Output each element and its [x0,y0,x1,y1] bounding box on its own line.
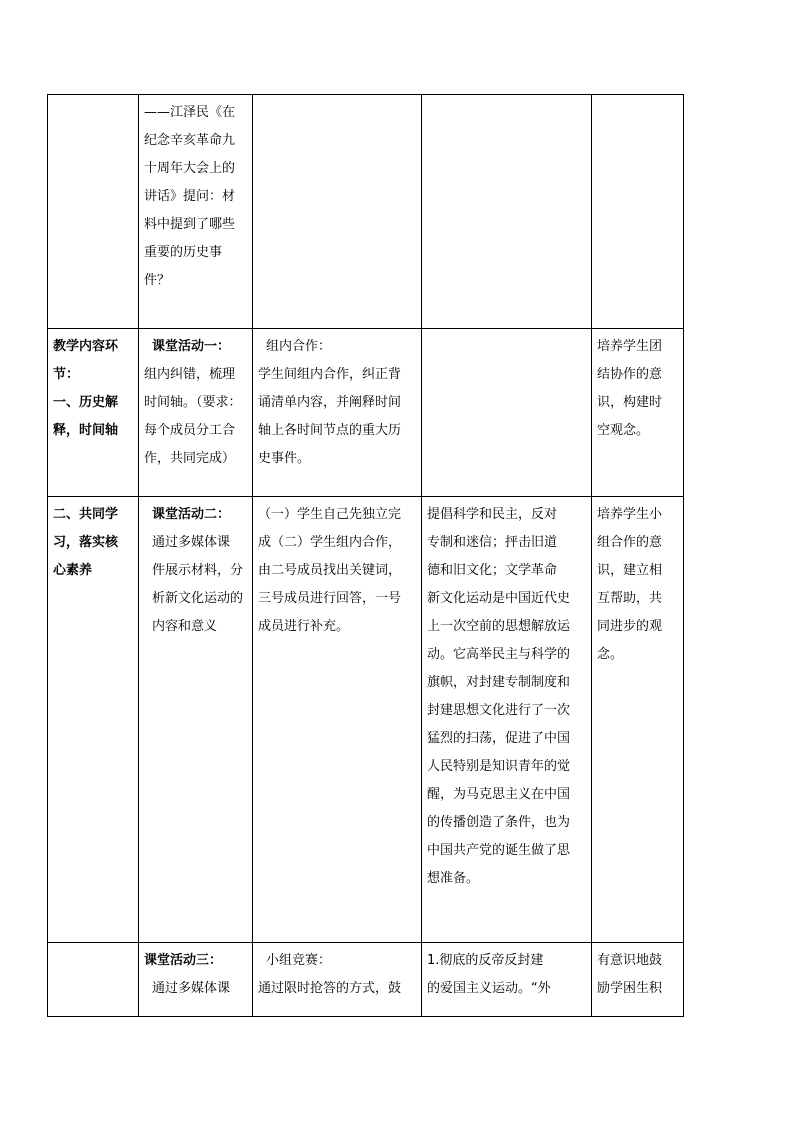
purpose-cell: 培养学生团 结协作的意 识，构建时 空观念。 [592,329,684,497]
student-activity-cell: 小组竞赛： 通过限时抢答的方式，鼓 [253,943,422,1017]
content-cell [422,329,592,497]
content-cell: 提倡科学和民主，反对 专制和迷信；抨击旧道 德和旧文化；文学革命 新文化运动是中国近代史 上一次空前的思想解放运 动。它高举民主与科学的 旗帜，对封建专制制度和 封建思想文化进行了一次 猛烈的扫荡，促进了中国 人民特别是知识青年的觉 醒，为马克思主义在中国 的传播创造了条件，也为 中国共产党的诞生做了思 想准备。 [422,497,592,943]
stage-cell [48,95,139,329]
activity-title: 课堂活动三： [144,953,223,968]
table-row [48,329,684,497]
teacher-activity-cell: ——江泽民《在 纪念辛亥革命九 十周年大会上的 讲话》提问：材 料中提到了哪些 重要的历史事 件？ [139,95,253,329]
purpose-cell: 有意识地鼓 励学困生积 [592,943,684,1017]
teacher-activity-cell: 课堂活动三： 通过多媒体课 [139,943,253,1017]
student-activity-cell [253,95,422,329]
activity-title: 课堂活动一： [152,339,231,354]
content-cell [422,95,592,329]
stage-cell [48,943,139,1017]
purpose-cell: 培养学生小 组合作的意 识，建立相 互帮助，共 同进步的观 念。 [592,497,684,943]
student-activity-cell: 组内合作： 学生间组内合作，纠正背 诵清单内容，并阐释时间 轴上各时间节点的重大历 史事件。 [253,329,422,497]
table-row [48,95,684,329]
lesson-plan-table [47,94,684,1017]
activity-title: 组内合作： [266,339,332,354]
table-row [48,497,684,943]
purpose-cell [592,95,684,329]
student-activity-cell: （一）学生自己先独立完 成（二）学生组内合作， 由二号成员找出关键词， 三号成员进行回答，一号 成员进行补充。 [253,497,422,943]
teacher-activity-cell: 课堂活动二： 通过多媒体课 件展示材料，分 析新文化运动的 内容和意义 [139,497,253,943]
stage-cell: 教学内容环 节： 一、历史解 释，时间轴 [48,329,139,497]
activity-title: 课堂活动二： [152,507,231,522]
teacher-activity-cell: 课堂活动一： 组内纠错，梳理 时间轴。（要求： 每个成员分工合 作，共同完成） [139,329,253,497]
activity-title: 小组竞赛： [266,953,332,968]
stage-cell: 二、共同学 习，落实核 心素养 [48,497,139,943]
table-row [48,943,684,1017]
content-cell: 1.彻底的反帝反封建 的爱国主义运动。“外 [422,943,592,1017]
